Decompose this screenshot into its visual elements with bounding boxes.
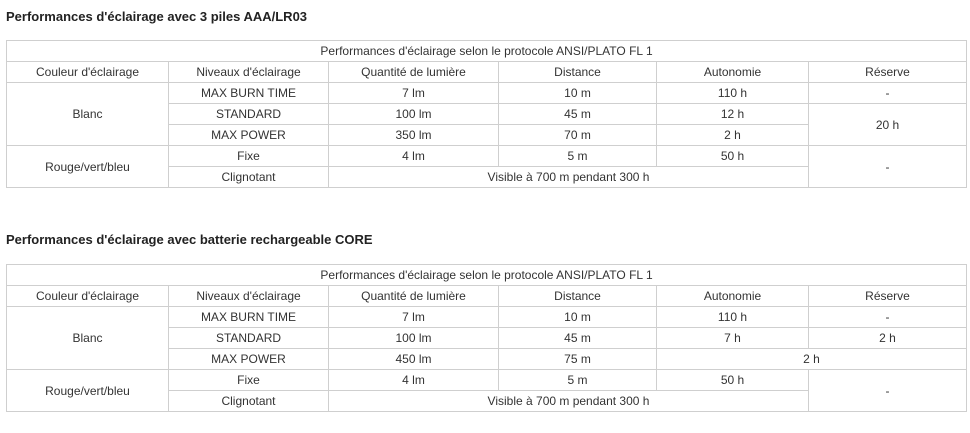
cell-quantity: 100 lm xyxy=(329,328,499,349)
table-caption-row xyxy=(7,265,967,286)
cell-level: Clignotant xyxy=(169,167,329,188)
cell-level: Clignotant xyxy=(169,391,329,412)
cell-quantity: 350 lm xyxy=(329,125,499,146)
group-label-blanc: Blanc xyxy=(7,83,169,146)
cell-autonomy: 7 h xyxy=(657,328,809,349)
header-distance: Distance xyxy=(499,286,657,307)
cell-distance: 70 m xyxy=(499,125,657,146)
cell-autonomy: 50 h xyxy=(657,370,809,391)
header-autonomie: Autonomie xyxy=(657,286,809,307)
cell-quantity: 450 lm xyxy=(329,349,499,370)
table-row xyxy=(7,370,967,391)
cell-reserve: - xyxy=(809,307,967,328)
cell-level: Fixe xyxy=(169,370,329,391)
cell-level: MAX POWER xyxy=(169,349,329,370)
table-header-row xyxy=(7,62,967,83)
cell-merged-visibility: Visible à 700 m pendant 300 h xyxy=(329,167,809,188)
header-quantite: Quantité de lumière xyxy=(329,62,499,83)
group-label-colored: Rouge/vert/bleu xyxy=(7,146,169,188)
cell-distance: 5 m xyxy=(499,370,657,391)
cell-autonomy: 50 h xyxy=(657,146,809,167)
cell-level: STANDARD xyxy=(169,104,329,125)
cell-distance: 45 m xyxy=(499,328,657,349)
cell-level: STANDARD xyxy=(169,328,329,349)
cell-autonomy: 12 h xyxy=(657,104,809,125)
cell-quantity: 4 lm xyxy=(329,370,499,391)
cell-reserve: 20 h xyxy=(809,104,967,146)
cell-autonomy: 2 h xyxy=(657,125,809,146)
header-reserve: Réserve xyxy=(809,62,967,83)
header-autonomie: Autonomie xyxy=(657,62,809,83)
cell-autonomy-reserve: 2 h xyxy=(657,349,967,370)
header-quantite: Quantité de lumière xyxy=(329,286,499,307)
cell-distance: 45 m xyxy=(499,104,657,125)
section-title-aaa: Performances d'éclairage avec 3 piles AAA/LR03 xyxy=(6,9,308,24)
section-title-core: Performances d'éclairage avec batterie rechargeable CORE xyxy=(6,232,373,247)
group-label-blanc: Blanc xyxy=(7,307,169,370)
header-couleur: Couleur d'éclairage xyxy=(7,62,169,83)
cell-level: MAX BURN TIME xyxy=(169,83,329,104)
table-row xyxy=(7,83,967,104)
header-couleur: Couleur d'éclairage xyxy=(7,286,169,307)
cell-reserve: 2 h xyxy=(809,328,967,349)
cell-distance: 10 m xyxy=(499,83,657,104)
table-caption-row xyxy=(7,41,967,62)
table-caption: Performances d'éclairage selon le protocole ANSI/PLATO FL 1 xyxy=(7,265,967,286)
cell-reserve: - xyxy=(809,370,967,412)
header-reserve: Réserve xyxy=(809,286,967,307)
cell-merged-visibility: Visible à 700 m pendant 300 h xyxy=(329,391,809,412)
cell-reserve: - xyxy=(809,146,967,188)
table-caption: Performances d'éclairage selon le protocole ANSI/PLATO FL 1 xyxy=(7,41,967,62)
group-label-colored: Rouge/vert/bleu xyxy=(7,370,169,412)
cell-distance: 10 m xyxy=(499,307,657,328)
table-row xyxy=(7,307,967,328)
cell-level: Fixe xyxy=(169,146,329,167)
performance-table-core xyxy=(6,264,967,412)
cell-autonomy: 110 h xyxy=(657,307,809,328)
header-niveaux: Niveaux d'éclairage xyxy=(169,286,329,307)
performance-table-aaa xyxy=(6,40,967,188)
cell-quantity: 4 lm xyxy=(329,146,499,167)
cell-quantity: 7 lm xyxy=(329,307,499,328)
cell-level: MAX BURN TIME xyxy=(169,307,329,328)
cell-autonomy: 110 h xyxy=(657,83,809,104)
cell-distance: 5 m xyxy=(499,146,657,167)
header-distance: Distance xyxy=(499,62,657,83)
cell-quantity: 100 lm xyxy=(329,104,499,125)
cell-level: MAX POWER xyxy=(169,125,329,146)
table-header-row xyxy=(7,286,967,307)
cell-quantity: 7 lm xyxy=(329,83,499,104)
header-niveaux: Niveaux d'éclairage xyxy=(169,62,329,83)
cell-distance: 75 m xyxy=(499,349,657,370)
table-row xyxy=(7,146,967,167)
cell-reserve: - xyxy=(809,83,967,104)
